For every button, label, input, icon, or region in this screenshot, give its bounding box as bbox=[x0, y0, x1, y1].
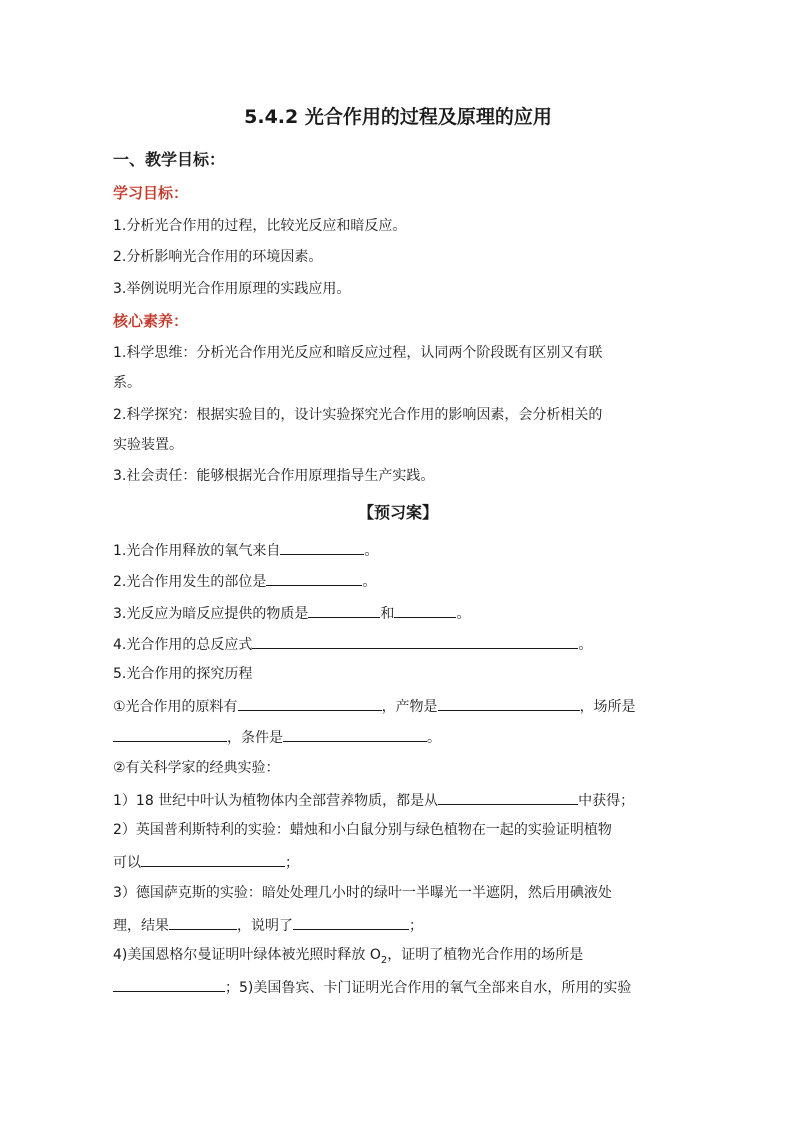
q3-text: 3.光反应为暗反应提供的物质是 bbox=[113, 606, 309, 622]
q3-and: 和 bbox=[380, 606, 395, 622]
s1-product-blank[interactable] bbox=[438, 695, 580, 711]
e4-text: 4)美国恩格尔曼证明叶绿体被光照时释放 O bbox=[113, 947, 381, 963]
core-item-1-line-2: 系。 bbox=[113, 375, 141, 391]
experiment-4-line2 bbox=[113, 976, 631, 998]
e4-text-3: ；5)美国鲁宾、卡门证明光合作用的氧气全部来自水，所用的实验 bbox=[225, 980, 632, 996]
preview-q5-sub1-line1 bbox=[113, 695, 636, 717]
study-goal-1: 1.分析光合作用的过程，比较光反应和暗反应。 bbox=[113, 218, 407, 234]
e3-result-blank[interactable] bbox=[169, 914, 237, 930]
study-goal-3: 3.举例说明光合作用原理的实践应用。 bbox=[113, 281, 351, 297]
q1-blank[interactable] bbox=[280, 539, 364, 555]
preview-q5: 5.光合作用的探究历程 bbox=[113, 666, 253, 682]
e3-conclusion-blank[interactable] bbox=[293, 914, 409, 930]
preview-q5-sub1-line2 bbox=[113, 726, 441, 748]
study-goals-heading: 学习目标： bbox=[113, 184, 189, 202]
e4-text-2: ，证明了植物光合作用的场所是 bbox=[387, 947, 584, 963]
q2-end: 。 bbox=[362, 574, 377, 590]
s1-end: 。 bbox=[427, 730, 441, 746]
study-goal-2: 2.分析影响光合作用的环境因素。 bbox=[113, 249, 323, 265]
e1-blank[interactable] bbox=[438, 789, 578, 805]
experiment-1 bbox=[113, 789, 634, 811]
core-item-3: 3.社会责任：能够根据光合作用原理指导生产实践。 bbox=[113, 468, 435, 484]
s1-place-blank[interactable] bbox=[113, 726, 227, 742]
e2-end: ； bbox=[285, 855, 299, 871]
q3-blank-2[interactable] bbox=[394, 602, 456, 618]
e3-end: ； bbox=[409, 918, 423, 934]
q3-end: 。 bbox=[456, 606, 471, 622]
q2-blank[interactable] bbox=[266, 570, 362, 586]
e1-text: 1）18 世纪中叶认为植物体内全部营养物质，都是从 bbox=[113, 793, 439, 809]
e2-text: 可以 bbox=[113, 855, 141, 871]
q1-end: 。 bbox=[364, 543, 379, 559]
preview-q2 bbox=[113, 570, 376, 592]
preview-q1 bbox=[113, 539, 378, 561]
experiment-4-line1 bbox=[113, 945, 583, 971]
preview-q5-sub2: ②有关科学家的经典实验： bbox=[113, 760, 280, 776]
s1-product-text: ，产物是 bbox=[381, 699, 438, 715]
preview-q3 bbox=[113, 602, 470, 624]
e1-end: 中获得； bbox=[578, 793, 635, 809]
s1-place-text: ，场所是 bbox=[579, 699, 636, 715]
q4-text: 4.光合作用的总反应式 bbox=[113, 637, 253, 653]
q2-text: 2.光合作用发生的部位是 bbox=[113, 574, 267, 590]
s1-raw-text: ①光合作用的原料有 bbox=[113, 699, 238, 715]
s1-raw-blank[interactable] bbox=[238, 695, 382, 711]
e4-blank[interactable] bbox=[113, 976, 225, 992]
e2-blank[interactable] bbox=[141, 851, 285, 867]
section-heading-teaching-goals: 一、教学目标： bbox=[113, 150, 226, 169]
s1-cond-text: ，条件是 bbox=[227, 730, 283, 746]
core-item-1-line-1: 1.科学思维：分析光合作用光反应和暗反应过程，认同两个阶段既有区别又有联 bbox=[113, 345, 603, 361]
q3-blank-1[interactable] bbox=[308, 602, 380, 618]
e3-mid: ，说明了 bbox=[237, 918, 293, 934]
e3-text: 理，结果 bbox=[113, 918, 169, 934]
q1-text: 1.光合作用释放的氧气来自 bbox=[113, 543, 281, 559]
q4-end: 。 bbox=[578, 637, 593, 653]
q4-blank[interactable] bbox=[252, 633, 578, 649]
core-item-2-line-2: 实验装置。 bbox=[113, 437, 183, 453]
e4-subscript: 2 bbox=[380, 954, 388, 966]
s1-cond-blank[interactable] bbox=[283, 726, 427, 742]
preview-heading: 【预习案】 bbox=[357, 503, 438, 522]
core-item-2-line-1: 2.科学探究：根据实验目的，设计实验探究光合作用的影响因素，会分析相关的 bbox=[113, 407, 603, 423]
preview-q4 bbox=[113, 633, 592, 655]
core-literacy-heading: 核心素养： bbox=[113, 312, 189, 330]
experiment-3-line2 bbox=[113, 914, 423, 936]
experiment-2-line1: 2）英国普利斯特利的实验：蜡烛和小白鼠分别与绿色植物在一起的实验证明植物 bbox=[113, 822, 612, 838]
page-title: 5.4.2 光合作用的过程及原理的应用 bbox=[244, 106, 552, 128]
experiment-3-line1: 3）德国萨克斯的实验：暗处处理几小时的绿叶一半曝光一半遮阴，然后用碘液处 bbox=[113, 885, 612, 901]
experiment-2-line2 bbox=[113, 851, 299, 873]
